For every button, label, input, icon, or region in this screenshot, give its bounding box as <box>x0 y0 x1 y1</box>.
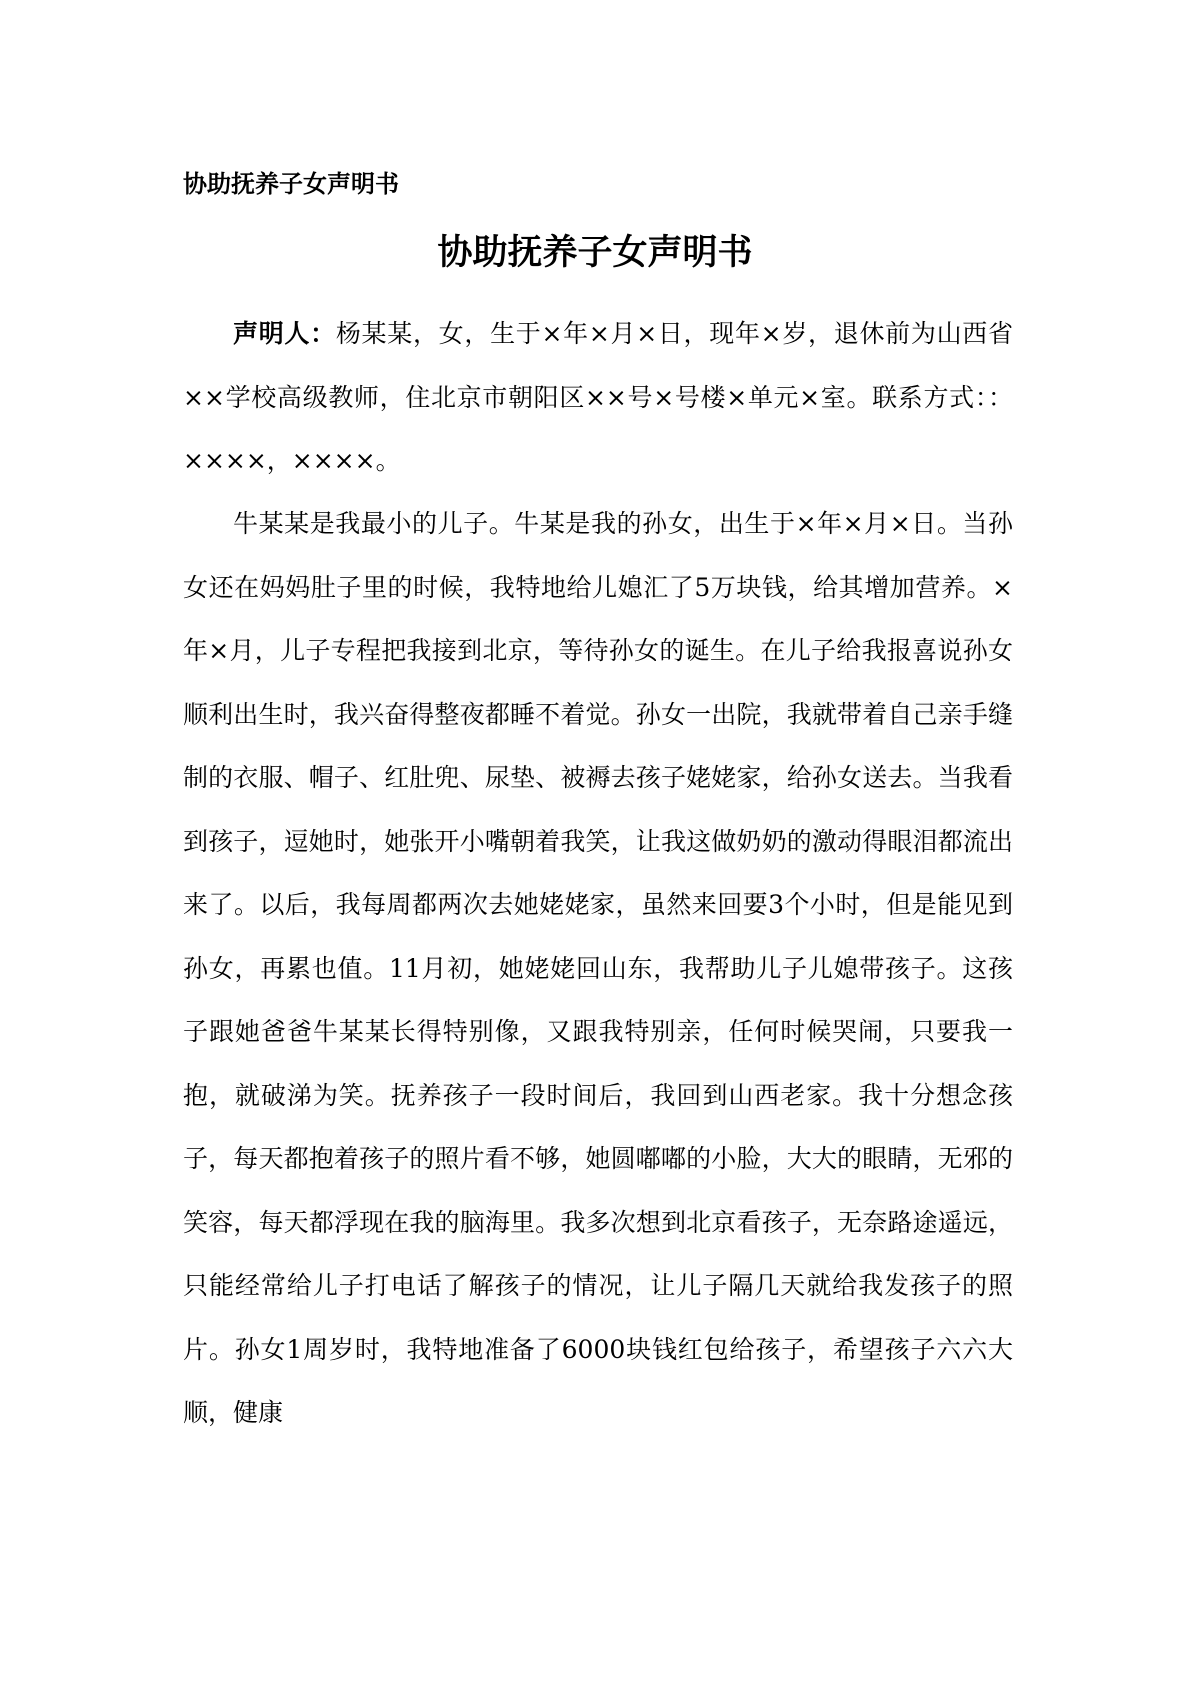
document-main-title: 协助抚养子女声明书 <box>437 232 753 273</box>
declarant-details: 杨某某，女，生于×年×月×日，现年×岁，退休前为山西省××学校高级教师，住北京市朝阳区××号×号楼×单元×室。联系方式：：××××，××××。 <box>183 319 1013 475</box>
declarant-label: 声明人： <box>233 319 336 348</box>
document-small-title: 协助抚养子女声明书 <box>183 169 399 198</box>
declarant-paragraph <box>183 302 1013 493</box>
statement-paragraph: 牛某某是我最小的儿子。牛某是我的孙女，出生于×年×月×日。当孙女还在妈妈肚子里的时候，我特地给儿媳汇了5万块钱，给其增加营养。×年×月，儿子专程把我接到北京，等待孙女的诞生。在儿子给我报喜说孙女顺利出生时，我兴奋得整夜都睡不着觉。孙女一出院，我就带着自己亲手缝制的衣服、帽子、红肚兜、尿垫、被褥去孩子姥姥家，给孙女送去。当我看到孩子，逗她时，她张开小嘴朝着我笑，让我这做奶奶的激动得眼泪都流出来了。以后，我每周都两次去她姥姥家，虽然来回要3个小时，但是能见到孙女，再累也值。11月初，她姥姥回山东，我帮助儿子儿媳带孩子。这孩子跟她爸爸牛某某长得特别像，又跟我特别亲，任何时候哭闹，只要我一抱，就破涕为笑。抚养孩子一段时间后，我回到山西老家。我十分想念孩子，每天都抱着孩子的照片看不够，她圆嘟嘟的小脸，大大的眼睛，无邪的笑容，每天都浮现在我的脑海里。我多次想到北京看孩子，无奈路途遥远，只能经常给儿子打电话了解孩子的情况，让儿子隔几天就给我发孩子的照片。孙女1周岁时，我特地准备了6000块钱红包给孩子，希望孩子六六大顺，健康 <box>183 509 1013 1427</box>
